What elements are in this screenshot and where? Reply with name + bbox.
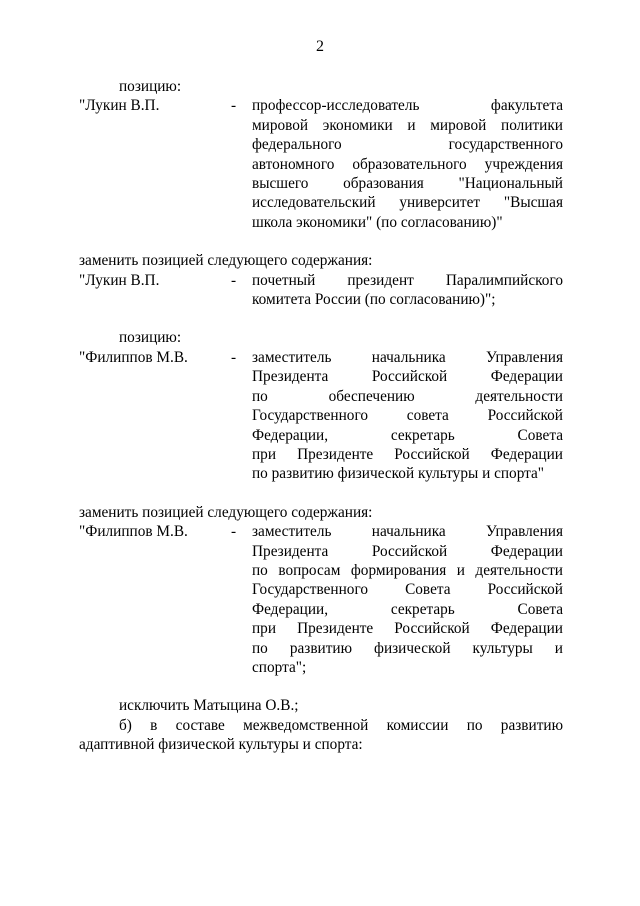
block2-dash: - [231, 271, 237, 289]
block3-entry [79, 348, 563, 484]
block1-desc-line: школа экономики" (по согласованию)" [252, 213, 503, 231]
block1-desc-line: автономного образовательного учреждения [252, 155, 563, 173]
block2-name: "Лукин В.П. [79, 271, 160, 289]
paragraph-b [79, 716, 563, 755]
block1-desc-line: исследовательский университет "Высшая [252, 194, 563, 212]
block3-desc-line: Государственного совета Российской [252, 407, 563, 425]
block2-intro: заменить позицией следующего содержания: [79, 252, 373, 270]
spacer [79, 677, 563, 696]
block1-description [252, 96, 563, 232]
block4-intro: заменить позицией следующего содержания: [79, 503, 373, 521]
block4-description [252, 522, 563, 677]
block1-entry [79, 96, 563, 232]
block1-desc-line: высшего образования "Национальный [252, 175, 563, 193]
block4-desc-line: Президента Российской Федерации [252, 542, 563, 560]
spacer [79, 484, 563, 503]
block3-desc-line: Федерации, секретарь Совета [252, 426, 563, 444]
block4-desc-line: при Президенте Российской Федерации [252, 620, 563, 638]
block2-description [252, 271, 563, 310]
block4-name: "Филиппов М.В. [79, 523, 188, 541]
block4-desc-line: Федерации, секретарь Совета [252, 600, 563, 618]
spacer [79, 232, 563, 251]
block3-desc-line: при Президенте Российской Федерации [252, 445, 563, 463]
block4-desc-line: по вопросам формирования и деятельности [252, 561, 563, 579]
paragraph-b-line: б) в составе межведомственной комиссии по развитию [119, 716, 563, 734]
block2-desc-line: комитета России (по согласованию)"; [252, 291, 496, 309]
block3-desc-line: Президента Российской Федерации [252, 368, 563, 386]
block3-description [252, 348, 563, 484]
block1-desc-line: профессор-исследователь факультета [252, 97, 563, 115]
block1-desc-line: федерального государственного [252, 136, 563, 154]
block2-desc-line: почетный президент Паралимпийского [252, 271, 563, 289]
block3-intro: позицию: [119, 329, 182, 347]
paragraph-b-line: адаптивной физической культуры и спорта: [79, 736, 363, 754]
block4-dash: - [231, 523, 237, 541]
exclude-line: исключить Матыцина О.В.; [119, 697, 299, 715]
block1-intro: позицию: [119, 78, 182, 95]
block4-desc-line: спорта"; [252, 658, 307, 676]
block4-desc-line: по развитию физической культуры и [252, 639, 563, 657]
block3-desc-line: по развитию физической культуры и спорта" [252, 465, 545, 483]
page-number: 2 [316, 38, 324, 55]
block3-name: "Филиппов М.В. [79, 348, 188, 366]
spacer [79, 309, 563, 328]
block3-dash: - [231, 348, 237, 366]
block1-dash: - [231, 97, 237, 115]
block3-desc-line: по обеспечению деятельности [252, 387, 563, 405]
block1-name: "Лукин В.П. [79, 97, 160, 115]
block4-entry [79, 522, 563, 677]
block2-entry [79, 271, 563, 310]
block4-desc-line: Государственного Совета Российской [252, 581, 563, 599]
block3-desc-line: заместитель начальника Управления [252, 348, 563, 366]
block1-desc-line: мировой экономики и мировой политики [252, 116, 563, 134]
document-body [79, 77, 563, 755]
block4-desc-line: заместитель начальника Управления [252, 523, 563, 541]
